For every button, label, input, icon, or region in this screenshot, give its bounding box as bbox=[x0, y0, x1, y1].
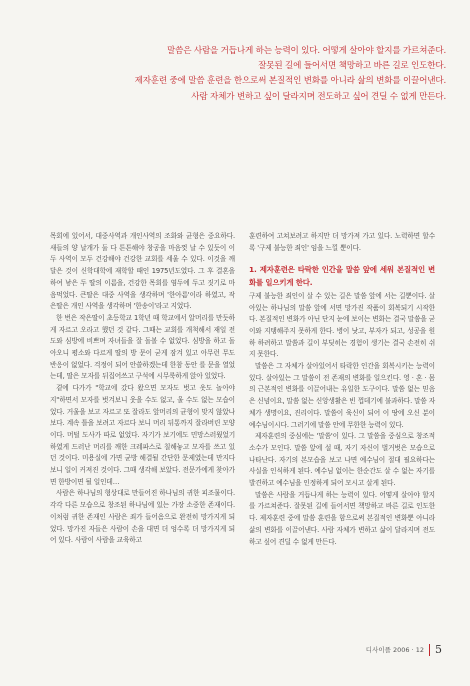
paragraph: 말씀은 그 자체가 살아있어서 타락한 인간을 회복시키는 능력이 있다. 살아있는 그 말씀이 전 존재의 변화를 일으킨다. 영 · 혼 · 몸의 근본적인 변화를 이끌어내는 유일한 도구이다. 말씀 없는 믿음은 신념이요, 말씀 없는 신앙생활은 빈 껍데기에 불과하다. 말씀 자체가 생명이요, 진리이다. 말씀이 육신이 되어 이 땅에 오신 분이 예수님이시다. 그러기에 말씀 안에 무한한 능력이 있다. bbox=[249, 362, 435, 429]
page-number: 5 bbox=[435, 643, 442, 656]
paragraph: 제자훈련의 중심에는 '말씀'이 있다. 그 말씀을 중심으로 창조적 소수가 모인다. 말씀 앞에 설 때, 자기 자신이 벌거벗은 모습으로 나타난다. 자기의 본모습을 보고 나면 예수님이 절대 필요하다는 사실을 인식하게 된다. 예수님 없이는 한순간도 살 수 없는 자기를 발견하고 예수님을 인정하게 되어 모시고 살게 된다. bbox=[249, 432, 435, 488]
right-column bbox=[249, 231, 435, 548]
paragraph: 구제 불능한 죄인이 살 수 있는 길은 말씀 앞에 서는 길뿐이다. 살아있는 하나님의 말씀 앞에 서면 망가진 작품이 회복되기 시작한다. 본질적인 변화가 아닌 단지 눈에 보이는 변화는 결국 말씀을 굳이와 지탱해주지 못하게 한다. 병이 낫고, 부자가 되고, 성공을 원하 하려하고 말씀과 길이 부딪히는 경험이 생기는 결국 손전히 쉬지 못한다. bbox=[249, 291, 435, 359]
page-footer bbox=[366, 643, 442, 656]
divider bbox=[429, 644, 430, 656]
magazine-issue-label: 디사이플 2006 · 12 bbox=[365, 646, 424, 654]
pull-quote-line: 잘못된 길에 들어서면 책망하고 바른 길로 인도한다. bbox=[258, 61, 446, 72]
left-column bbox=[50, 231, 235, 547]
pull-quote-line: 사람 자체가 변하고 싶이 달라지며 전도하고 싶어 견딜 수 없게 만든다. bbox=[191, 91, 446, 102]
paragraph: 사람은 하나님의 형상대로 만들어진 하나님의 귀한 피조물이다. 각각 다른 모습으로 창조된 하나님에 있는 가장 소중한 존재이다. 이처럼 귀한 존재인 사람은 죄가 들어옴으로 완전히 망가지게 되었다. 망가진 자들은 사람이 손을 대면 더 엉수록 더 망가지게 되어 있다. 사람이 사람을 교육하고 bbox=[50, 489, 235, 545]
paragraph: 목회에 있어서, 대중사역과 개인사역의 조화와 균형은 중요하다. 새들의 양 날개가 둘 다 튼튼해야 창공을 마음껏 날 수 있듯이 이 두 사역이 모두 건강해야 건강한 교회를 세울 수 있다. 이것을 깨달은 것이 신학대학에 재학할 때인 1975년도였다. 그 후 결혼을 하여 낳은 두 딸의 이름을, 건강한 목회를 염두에 두고 짓기로 마음먹었다. 큰딸은 대중 사역을 생각하며 '한아름'이라 하였고, 작은딸은 개인 사역을 생각하며 '한송이'라고 지었다. bbox=[50, 232, 235, 311]
paragraph: 훈련하여 고쳐보려고 하지만 더 망가져 가고 있다. 노력하면 할수록 '구제 불능한 죄인' 임을 느낄 뿐이다. bbox=[249, 232, 435, 252]
paragraph: 곁에 다가가 "학교에 갔다 왔으면 모자도 벗고 옷도 놀아야지"하면서 모자를 벗겨보니 웃을 수도 없고, 울 수도 없는 모습이었다. 거울을 보고 자르고 또 잘라도 앞머리의 균형이 맞지 않았나 보다. 계속 틀을 보려고 자르다 보니 머리 뒤통까지 잘라버린 모양이다. 머털 도사가 따로 없었다. 자기가 보기에도 민망스러웠었기 하였게 드러난 머리를 깨한 크레파스로 칠해놓고 모자를 쓰고 있던 것이다. 미용실에 가면 균방 해결될 간단한 문제였는데 만지다 보니 일이 커져진 것이다. 그때 생각해 보았다. 전문가에게 찾아가면 한방이면 될 일인데… bbox=[50, 384, 235, 486]
paragraph: 한 번은 작은딸이 초등학교 1학년 때 학교에서 알머리를 만듯하게 자르고 오라고 했던 것 같다. 그때는 교회를 개척해서 재일 전도와 심방에 비쁘며 자녀들을 잘 돌볼 수 없었다. 심방을 하고 돌아오니 평소와 다르게 딸의 방 문이 굳게 잠겨 있고 아무런 무도 반응이 없었다. 걱정이 되어 안쓸하겠는데 한참 동안 를 문을 열었는데, 딸은 모자를 뒤집어쓰고 구석에 시무룩하게 앉아 있었다. bbox=[50, 313, 235, 381]
pull-quote bbox=[70, 44, 446, 105]
pull-quote-line: 제자훈련 중에 말씀 훈련을 한으로써 본질적인 변화를 아니라 삶의 변화를 이끌어낸다. bbox=[134, 76, 446, 87]
paragraph: 말씀은 사람을 거듭나게 하는 능력이 있다. 어떻게 살아야 할지를 가르쳐준다. 잘못된 길에 들어서면 책망하고 바른 길로 인도한다. 제자훈련 중에 말씀 훈련을 함으로써 본질적인 변화뿐 아니라 삶의 변화를 이끌어낸다. 사람 자체가 변하고 삶이 달라지며 전도하고 싶어 견딜 수 없게 만든다. bbox=[249, 490, 435, 546]
section-heading: 1. 제자훈련은 타락한 인간을 말씀 앞에 세워 본질적인 변화를 일으키게 한다. bbox=[249, 265, 435, 287]
pull-quote-line: 말씀은 사람을 거듭나게 하는 능력이 있다. 어떻게 살아야 할지를 가르쳐준다. bbox=[167, 46, 446, 56]
